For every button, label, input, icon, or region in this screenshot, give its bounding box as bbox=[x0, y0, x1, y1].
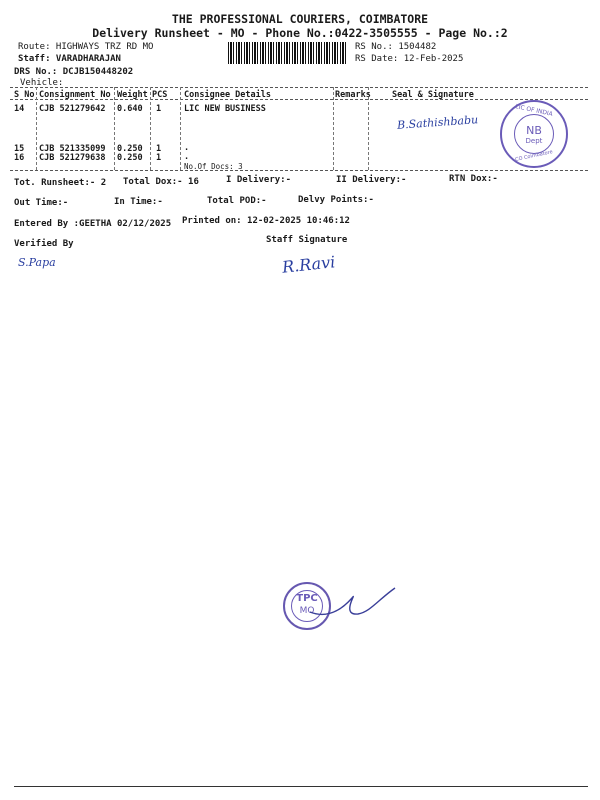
row-details: . bbox=[184, 152, 190, 162]
row-pcs: 1 bbox=[156, 104, 162, 114]
bottom-signature-scribble bbox=[300, 580, 400, 630]
row-sno: 15 bbox=[14, 144, 25, 154]
in-time: In Time:- bbox=[114, 197, 163, 207]
entered-by: Entered By :GEETHA 02/12/2025 bbox=[14, 219, 172, 229]
table-top-border bbox=[10, 87, 588, 88]
header-consignment: Consignment No bbox=[39, 90, 111, 100]
total-dox: Total Dox:- 16 bbox=[123, 177, 199, 187]
route-label: Route: HIGHWAYS TRZ RD MO bbox=[18, 42, 154, 52]
row-weight: 0.640 bbox=[117, 104, 143, 114]
staff-signature: R.Ravi bbox=[281, 252, 337, 277]
verifier-signature: S.Papa bbox=[18, 256, 56, 269]
header-weight: Weight bbox=[117, 90, 148, 100]
row-details: . bbox=[184, 143, 190, 153]
col-divider bbox=[333, 87, 334, 170]
staff-label: Staff: VARADHARAJAN bbox=[18, 54, 121, 64]
row-sno: 16 bbox=[14, 153, 25, 163]
page-bottom-rule bbox=[14, 786, 588, 787]
header-seal: Seal & Signature bbox=[392, 90, 474, 100]
company-title: THE PROFESSIONAL COURIERS, COIMBATORE bbox=[171, 12, 429, 26]
col-divider bbox=[36, 87, 37, 170]
row-pcs: 1 bbox=[156, 153, 162, 163]
header-sno: S No bbox=[14, 90, 35, 100]
verified-by: Verified By bbox=[14, 239, 74, 249]
tpc-stamp: TPC MO bbox=[283, 582, 331, 630]
ii-delivery: II Delivery:- bbox=[336, 175, 407, 185]
col-divider bbox=[150, 87, 151, 170]
rs-date: RS Date: 12-Feb-2025 bbox=[355, 54, 464, 64]
row-weight: 0.250 bbox=[117, 153, 143, 163]
row-consignment: CJB 521279642 bbox=[39, 104, 106, 114]
header-remarks: Remarks bbox=[335, 90, 371, 100]
row-consignment: CJB 521279638 bbox=[39, 153, 106, 163]
total-runsheet: Tot. Runsheet:- 2 bbox=[14, 178, 107, 188]
printed-on: Printed on: 12-02-2025 10:46:12 bbox=[182, 216, 350, 226]
vehicle-label: Vehicle: bbox=[20, 78, 64, 88]
delvy-points: Delvy Points:- bbox=[298, 195, 374, 205]
drs-number: DRS No.: DCJB150448202 bbox=[14, 67, 134, 77]
barcode bbox=[228, 42, 346, 64]
lic-seal-stamp: LIC OF INDIA NB Dept CO Coimbatore bbox=[500, 100, 568, 168]
col-divider bbox=[114, 87, 115, 170]
runsheet-subtitle: Delivery Runsheet - MO - Phone No.:0422-3505555 - Page No.:2 bbox=[92, 26, 508, 40]
row-consignment: CJB 521335099 bbox=[39, 144, 106, 154]
rs-number: RS No.: 1504482 bbox=[355, 42, 437, 52]
row-pcs: 1 bbox=[156, 144, 162, 154]
out-time: Out Time:- bbox=[14, 198, 69, 208]
header-consignee: Consignee Details bbox=[184, 90, 271, 100]
row-weight: 0.250 bbox=[117, 144, 143, 154]
col-divider bbox=[180, 87, 181, 170]
rtn-dox: RTN Dox:- bbox=[449, 174, 498, 184]
total-pod: Total POD:- bbox=[207, 196, 267, 206]
row-details: LIC NEW BUSINESS bbox=[184, 104, 266, 114]
i-delivery: I Delivery:- bbox=[226, 175, 292, 185]
row-sno: 14 bbox=[14, 104, 25, 114]
staff-signature-label: Staff Signature bbox=[266, 235, 348, 245]
table-bottom-border bbox=[10, 170, 588, 171]
seal-signature: B.Sathishbabu bbox=[396, 113, 479, 132]
header-pcs: PCS bbox=[152, 90, 168, 100]
docs-count: No.Of Docs: 3 bbox=[184, 162, 243, 171]
